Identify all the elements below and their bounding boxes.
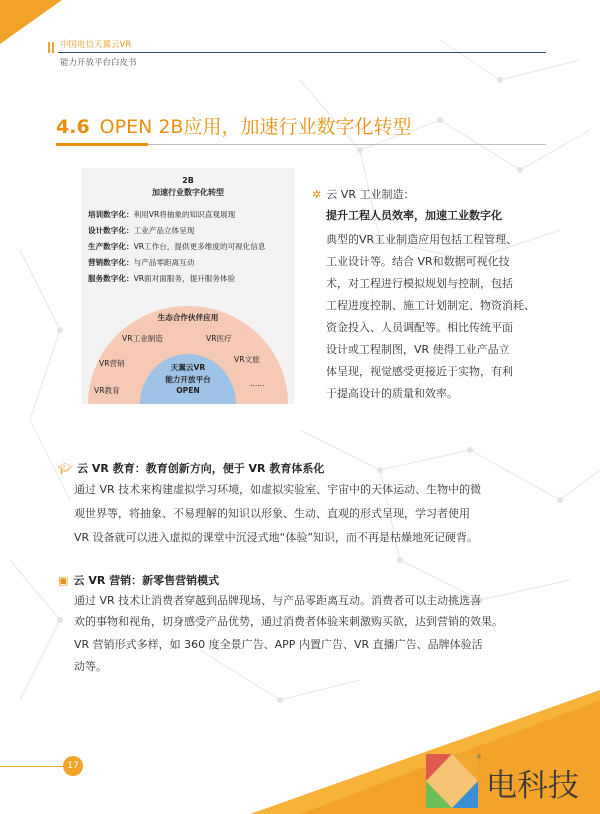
shopping-bag-icon: ▣ — [58, 574, 69, 587]
app-label: VR教育 — [94, 386, 120, 395]
registered-mark: ® — [476, 754, 482, 761]
header-company: 中国电信天翼云VR — [60, 40, 132, 50]
figure-title-line1: 2B — [182, 176, 194, 185]
ecosystem-label: 生态合作伙伴应用 — [157, 313, 219, 322]
marketing-heading: 云 VR 营销：新零售营销模式 — [73, 574, 220, 587]
page-number-rule — [0, 766, 63, 767]
section-number: 4.6 — [56, 116, 90, 138]
manufacturing-heading: 云 VR 工业制造： — [326, 188, 415, 201]
manufacturing-line: 设计或工程制图，VR 使得工业产品立 — [326, 343, 510, 356]
manufacturing-line: 工程进度控制、施工计划制定、物资消耗、 — [326, 299, 535, 312]
education-line: 观世界等，将抽象、不易理解的知识以形象、生动、直观的形式呈现，学习者使用 — [74, 507, 470, 520]
figure-row-key: 设计数字化： — [88, 226, 134, 235]
app-label: VR工业制造 — [122, 334, 163, 343]
page-number: 17 — [63, 756, 83, 776]
app-label: ...... — [250, 379, 265, 388]
manufacturing-line: 体呈现，视觉感受更接近于实物，有利 — [326, 365, 513, 378]
app-label: VR医疗 — [206, 334, 232, 343]
logo-text: 电科技 — [486, 768, 579, 804]
figure-row-key: 服务数字化： — [88, 274, 134, 283]
logo-icon — [426, 754, 478, 808]
core-line3: OPEN — [176, 386, 200, 395]
figure-row-value: 与产品零距离互动 — [133, 258, 195, 267]
marketing-line: 动等。 — [74, 660, 107, 673]
education-heading: 云 VR 教育：教育创新方向，便于 VR 教育体系化 — [77, 462, 325, 475]
figure-row-key: 生产数字化： — [88, 242, 134, 251]
manufacturing-line: 术，对工程进行模拟规划与控制，包括 — [326, 277, 513, 290]
figure-title-line2: 加速行业数字化转型 — [152, 188, 224, 197]
manufacturing-line: 工业设计等。结合 VR和数据可视化技 — [326, 255, 510, 268]
app-label: VR营销 — [99, 359, 125, 368]
education-line: 通过 VR 技术来构建虚拟学习环境，如虚拟实验室、宇宙中的天体运动、生物中的微 — [74, 483, 482, 496]
figure-row-value: 工业产品立体呈现 — [133, 226, 195, 235]
figure-row-value: 利用VR将抽象的知识直观展现 — [133, 210, 236, 219]
app-label: VR文旅 — [234, 355, 260, 364]
marketing-line: VR 营销形式多样，如 360 度全景广告、APP 内置广告、VR 直播广告、品牌体验活 — [74, 638, 483, 651]
section-title-text: OPEN 2B应用，加速行业数字化转型 — [99, 116, 412, 138]
core-line2: 能力开放平台 — [165, 375, 211, 384]
manufacturing-line: 于提高设计的质量和效率。 — [326, 387, 458, 400]
figure-row-key: 营销数字化： — [88, 258, 134, 267]
manufacturing-subheading: 提升工程人员效率，加速工业数字化 — [326, 209, 502, 222]
figure-row-key: 培训数字化： — [88, 210, 134, 219]
core-line1: 天翼云VR — [170, 363, 206, 372]
figure-row-value: VR面对面服务，提升服务体验 — [133, 274, 236, 283]
gear-icon: ✲ — [312, 188, 322, 201]
manufacturing-line: 典型的VR工业制造应用包括工程管理、 — [326, 233, 518, 246]
manufacturing-line: 资金投入、人员调配等。相比传统平面 — [326, 321, 513, 334]
figure-row-value: VR工作台，提供更多维度的可视化信息 — [133, 242, 266, 251]
marketing-line: 欢的事物和视角，切身感受产品优势，通过消费者体验来刺激购买欲，达到营销的效果。 — [74, 615, 503, 628]
education-line: VR 设备就可以进入虚拟的课堂中沉浸式地“体验”知识，而不再是枯燥地死记硬背。 — [74, 531, 479, 544]
marketing-line: 通过 VR 技术让消费者穿越到品牌现场、与产品零距离互动。消费者可以主动挑选喜 — [74, 594, 482, 607]
header-doc-title: 能力开放平台白皮书 — [60, 58, 137, 68]
graduation-cap-icon: 🎓︎ — [58, 462, 72, 475]
